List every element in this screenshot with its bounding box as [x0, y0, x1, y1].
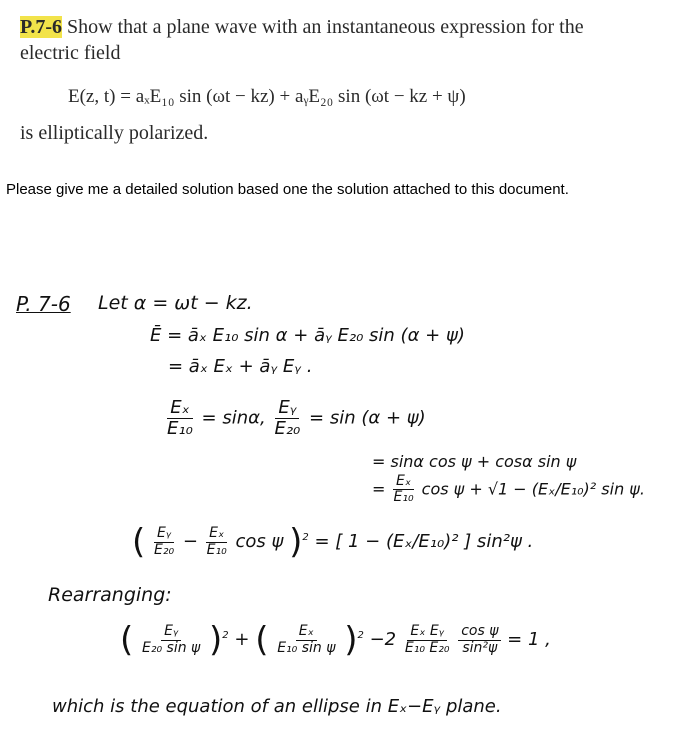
problem-text-line-3: is elliptically polarized. — [20, 122, 209, 144]
y-term-denominator: E₂₀ sin ψ — [142, 639, 201, 656]
fraction-ey — [271, 398, 303, 439]
y-term-exponent: 2 — [222, 630, 229, 641]
cross-term-numerator: Eₓ Eᵧ — [407, 624, 447, 640]
fraction-ex-denominator: E₁₀ — [167, 417, 193, 439]
y-term-right-paren: ) — [209, 620, 223, 660]
cos-term-numerator: cos ψ — [458, 624, 501, 640]
y-term-fraction — [139, 624, 203, 656]
line5-rest: cos ψ + √1 − (Eₓ/E₁₀)² sin ψ. — [421, 479, 645, 499]
rearranging-heading: Rearranging: — [48, 584, 172, 606]
line5-fraction-denominator: E₁₀ — [393, 489, 414, 506]
solution-line-2: = āₓ Eₓ + āᵧ Eᵧ . — [168, 356, 313, 377]
problem-text-line-2: electric field — [20, 42, 121, 64]
fraction-ey-numerator: Eᵧ — [275, 398, 299, 419]
solution-line-6 — [132, 522, 533, 562]
fraction-ey-denominator: E₂₀ — [274, 417, 301, 439]
eq-sin-alpha: = sinα, — [201, 407, 266, 429]
y-term-left-paren: ( — [120, 620, 134, 660]
x-term-right-paren: ) — [344, 620, 358, 660]
user-request: Please give me a detailed solution based one the solution attached to this document. — [6, 181, 569, 198]
eq-sin-alpha-psi: = sin (α + ψ) — [309, 407, 426, 429]
cross-term-fraction — [402, 624, 453, 656]
minus-two: −2 — [369, 629, 397, 650]
line5-fraction — [391, 474, 417, 506]
cos-term-denominator: sin²ψ — [462, 639, 498, 656]
cross-term-denominator: E₁₀ E₂₀ — [404, 639, 450, 656]
plus-sign: + — [234, 629, 250, 650]
line6-cos: cos ψ — [235, 531, 284, 552]
solution-line-4: = sinα cos ψ + cosα sin ψ — [372, 452, 577, 471]
line6-right: = [ 1 − (Eₓ/E₁₀)² ] sin²ψ . — [314, 531, 534, 552]
problem-statement — [20, 14, 665, 145]
left-paren: ( — [132, 522, 146, 562]
x-term-left-paren: ( — [255, 620, 269, 660]
line6-fraction-ex — [204, 526, 230, 558]
solution-line-1: Ē = āₓ E₁₀ sin α + āᵧ E₂₀ sin (α + ψ) — [150, 325, 465, 346]
problem-line-1: Show that a plane wave with an instantaneous expression for the — [67, 16, 584, 38]
cos-term-fraction — [458, 624, 501, 656]
problem-number: P.7-6 — [20, 16, 63, 38]
fraction-ex-numerator: Eₓ — [167, 398, 192, 419]
conclusion: which is the equation of an ellipse in Eₓ−Eᵧ plane. — [52, 696, 502, 717]
x-term-numerator: Eₓ — [296, 624, 317, 640]
line5-equals: = — [372, 479, 386, 499]
right-paren: ) — [289, 522, 303, 562]
line6-ex-denominator: E₁₀ — [206, 541, 227, 558]
equals-one: = 1 , — [507, 629, 551, 650]
solution-line-3 — [164, 398, 426, 439]
problem-text-line-1 — [20, 14, 665, 40]
problem-equation: E(z, t) = aₓE₁₀ sin (ωt − kz) + aᵧE₂₀ sin (ωt − kz + ψ) — [68, 86, 466, 107]
x-term-fraction — [274, 624, 338, 656]
solution-label: P. 7-6 — [16, 292, 71, 316]
solution-line-5 — [372, 474, 645, 506]
line5-fraction-numerator: Eₓ — [393, 474, 414, 490]
fraction-ex — [164, 398, 196, 439]
x-term-denominator: E₁₀ sin ψ — [277, 639, 336, 656]
line6-ex-numerator: Eₓ — [206, 526, 227, 542]
x-term-exponent: 2 — [357, 630, 364, 641]
minus-sign: − — [182, 531, 198, 552]
line6-ey-numerator: Eᵧ — [154, 526, 174, 542]
y-term-numerator: Eᵧ — [161, 624, 181, 640]
square-exponent: 2 — [302, 532, 309, 543]
ellipse-equation — [120, 620, 551, 660]
solution-let-statement: Let α = ωt − kz. — [98, 292, 253, 314]
line6-fraction-ey — [151, 526, 177, 558]
line6-ey-denominator: E₂₀ — [154, 541, 175, 558]
